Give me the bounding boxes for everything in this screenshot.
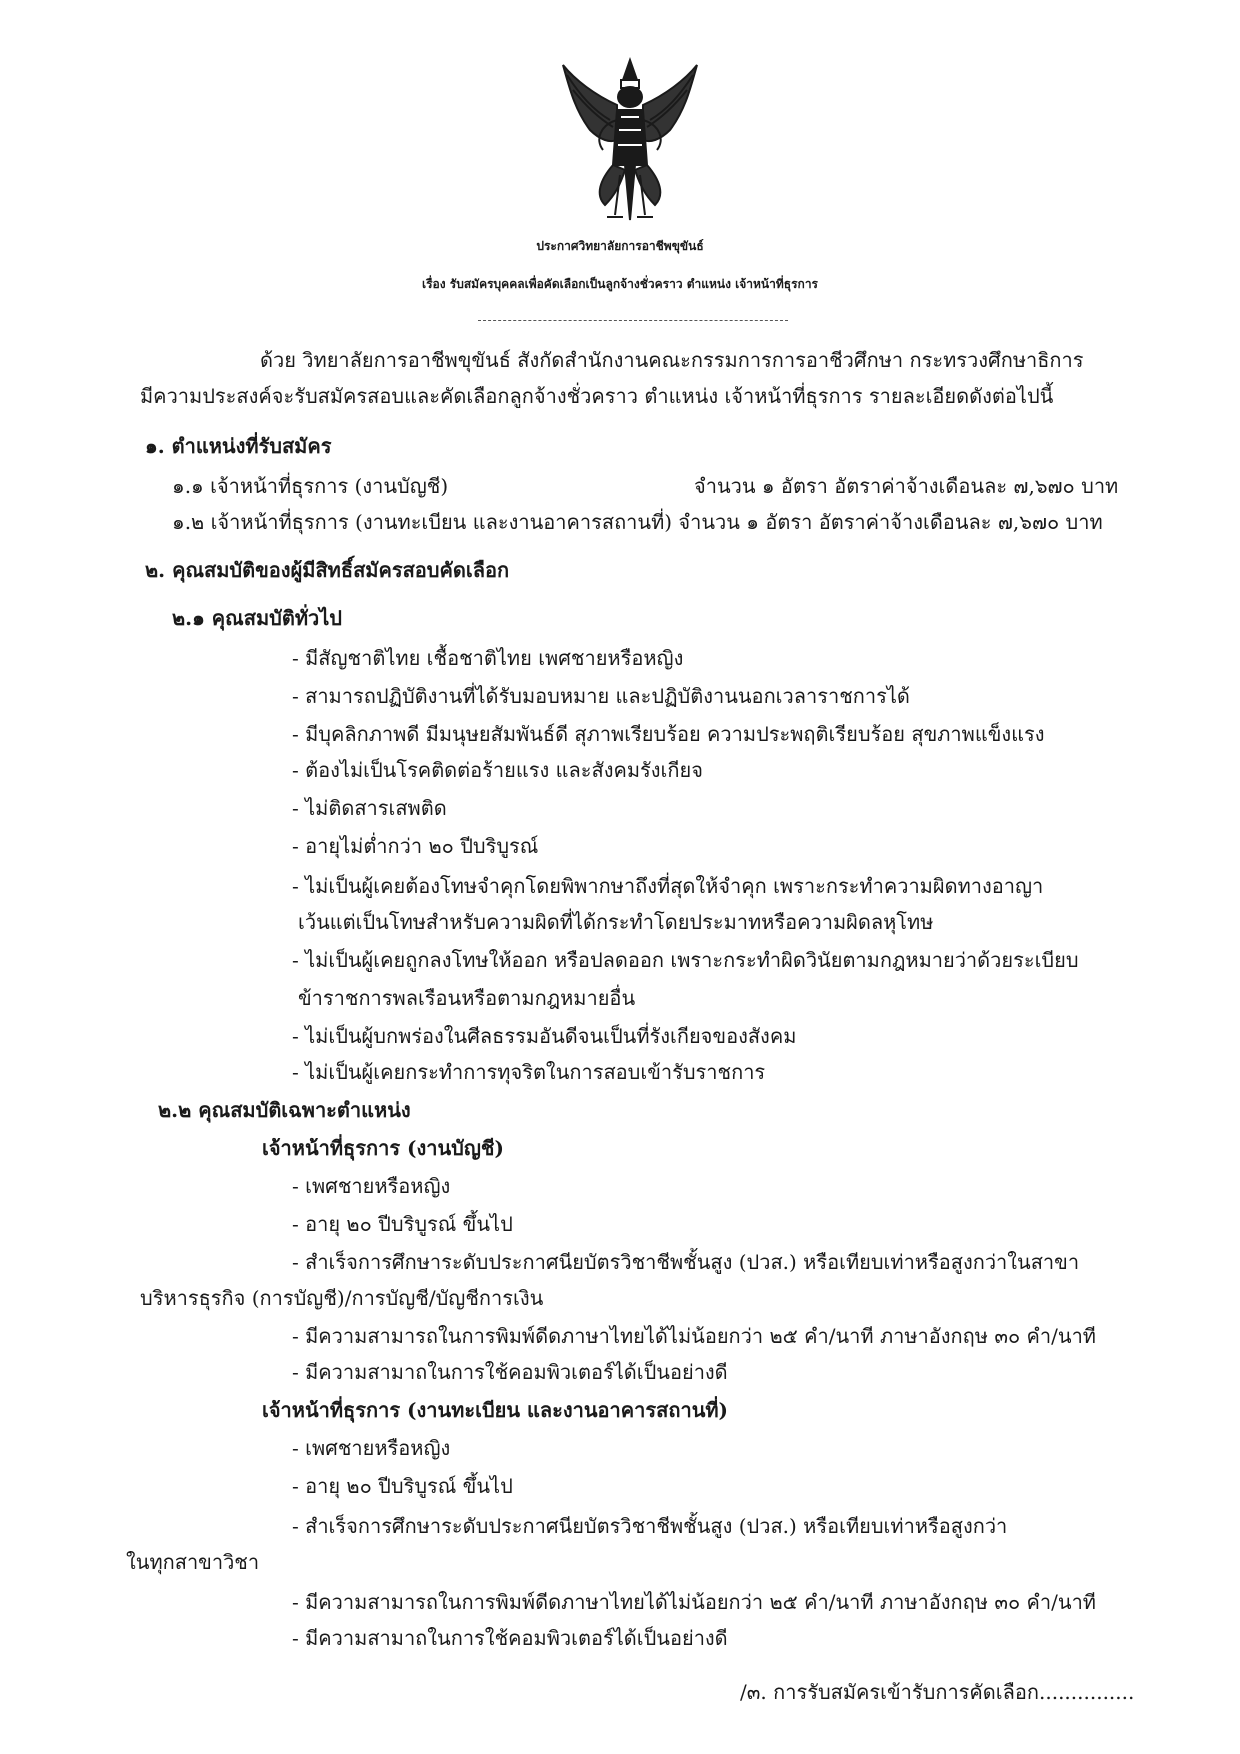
title-separator [478,320,788,321]
general-qual-4: - ต้องไม่เป็นโรคติดต่อร้ายแรง และสังคมรังเกียจ [292,758,703,782]
document-title: ประกาศวิทยาลัยการอาชีพขุขันธ์ [536,239,704,253]
section-2-1-heading: ๒.๑ คุณสมบัติทั่วไป [172,606,342,630]
intro-line-1: ด้วย วิทยาลัยการอาชีพขุขันธ์ สังกัดสำนักงานคณะกรรมการการอาชีวศึกษา กระทรวงศึกษาธิการ [260,348,1084,372]
pos-b-qual-1: - เพศชายหรือหญิง [292,1436,451,1460]
garuda-emblem-icon [555,55,705,230]
general-qual-5: - ไม่ติดสารเสพติด [292,796,447,820]
pos-a-qual-4: - มีความสามารถในการพิมพ์ดีดภาษาไทยได้ไม่น้อยกว่า ๒๕ คำ/นาที ภาษาอังกฤษ ๓๐ คำ/นาที [292,1324,1096,1348]
general-qual-9: - ไม่เป็นผู้บกพร่องในศีลธรรมอันดีจนเป็นที่รังเกียจของสังคม [292,1024,797,1048]
position-b-title: เจ้าหน้าที่ธุรการ (งานทะเบียน และงานอาคารสถานที่) [262,1398,729,1422]
pos-b-qual-4: - มีความสามารถในการพิมพ์ดีดภาษาไทยได้ไม่น้อยกว่า ๒๕ คำ/นาที ภาษาอังกฤษ ๓๐ คำ/นาที [292,1590,1096,1614]
pos-b-qual-3: - สำเร็จการศึกษาระดับประกาศนียบัตรวิชาชีพชั้นสูง (ปวส.) หรือเทียบเท่าหรือสูงกว่า [292,1514,1008,1538]
general-qual-1: - มีสัญชาติไทย เชื้อชาติไทย เพศชายหรือหญิง [292,646,684,670]
general-qual-8-cont: ข้าราชการพลเรือนหรือตามกฎหมายอื่น [298,986,636,1010]
pos-b-qual-3-cont: ในทุกสาขาวิชา [126,1550,260,1574]
position-a-title: เจ้าหน้าที่ธุรการ (งานบัญชี) [262,1136,504,1160]
page-continuation: /๓. การรับสมัครเข้ารับการคัดเลือก............... [740,1680,1135,1704]
intro-line-2: มีความประสงค์จะรับสมัครสอบและคัดเลือกลูกจ้างชั่วคราว ตำแหน่ง เจ้าหน้าที่ธุรการ รายละเอียดดังต่อไปนี้ [140,384,1054,408]
general-qual-3: - มีบุคลิกภาพดี มีมนุษยสัมพันธ์ดี สุภาพเรียบร้อย ความประพฤติเรียบร้อย สุขภาพแข็งแรง [292,722,1045,746]
document-subject: เรื่อง รับสมัครบุคคลเพื่อคัดเลือกเป็นลูกจ้างชั่วคราว ตำแหน่ง เจ้าหน้าที่ธุรการ [422,277,818,291]
general-qual-6: - อายุไม่ต่ำกว่า ๒๐ ปีบริบูรณ์ [292,834,539,858]
pos-a-qual-3: - สำเร็จการศึกษาระดับประกาศนียบัตรวิชาชีพชั้นสูง (ปวส.) หรือเทียบเท่าหรือสูงกว่าในสาขา [292,1250,1080,1274]
pos-a-qual-2: - อายุ ๒๐ ปีบริบูรณ์ ขึ้นไป [292,1212,513,1236]
section-2-heading: ๒. คุณสมบัติของผู้มีสิทธิ์สมัครสอบคัดเลือก [145,558,510,582]
general-qual-7: - ไม่เป็นผู้เคยต้องโทษจำคุกโดยพิพากษาถึงที่สุดให้จำคุก เพราะกระทำความผิดทางอาญา [292,874,1044,898]
position-1-detail: จำนวน ๑ อัตรา อัตราค่าจ้างเดือนละ ๗,๖๗๐ บาท [694,474,1119,498]
pos-b-qual-2: - อายุ ๒๐ ปีบริบูรณ์ ขึ้นไป [292,1474,513,1498]
position-1-name: ๑.๑ เจ้าหน้าที่ธุรการ (งานบัญชี) [172,474,449,498]
pos-a-qual-5: - มีความสามาถในการใช้คอมพิวเตอร์ได้เป็นอย่างดี [292,1360,728,1384]
pos-a-qual-1: - เพศชายหรือหญิง [292,1174,451,1198]
pos-b-qual-5: - มีความสามาถในการใช้คอมพิวเตอร์ได้เป็นอย่างดี [292,1626,728,1650]
section-1-heading: ๑. ตำแหน่งที่รับสมัคร [145,434,332,458]
general-qual-7-cont: เว้นแต่เป็นโทษสำหรับความผิดที่ได้กระทำโดยประมาทหรือความผิดลหุโทษ [298,910,934,934]
section-2-2-heading: ๒.๒ คุณสมบัติเฉพาะตำแหน่ง [158,1098,411,1122]
general-qual-10: - ไม่เป็นผู้เคยกระทำการทุจริตในการสอบเข้ารับราชการ [292,1060,766,1084]
general-qual-2: - สามารถปฏิบัติงานที่ได้รับมอบหมาย และปฏิบัติงานนอกเวลาราชการได้ [292,684,910,708]
general-qual-8: - ไม่เป็นผู้เคยถูกลงโทษให้ออก หรือปลดออก เพราะกระทำผิดวินัยตามกฎหมายว่าด้วยระเบียบ [292,948,1079,972]
pos-a-qual-3-cont: บริหารธุรกิจ (การบัญชี)/การบัญชี/บัญชีการเงิน [140,1286,544,1310]
position-2-name: ๑.๒ เจ้าหน้าที่ธุรการ (งานทะเบียน และงานอาคารสถานที่) จำนวน ๑ อัตรา อัตราค่าจ้างเดือนละ ๗,๖๗๐ บาท [172,510,1103,534]
